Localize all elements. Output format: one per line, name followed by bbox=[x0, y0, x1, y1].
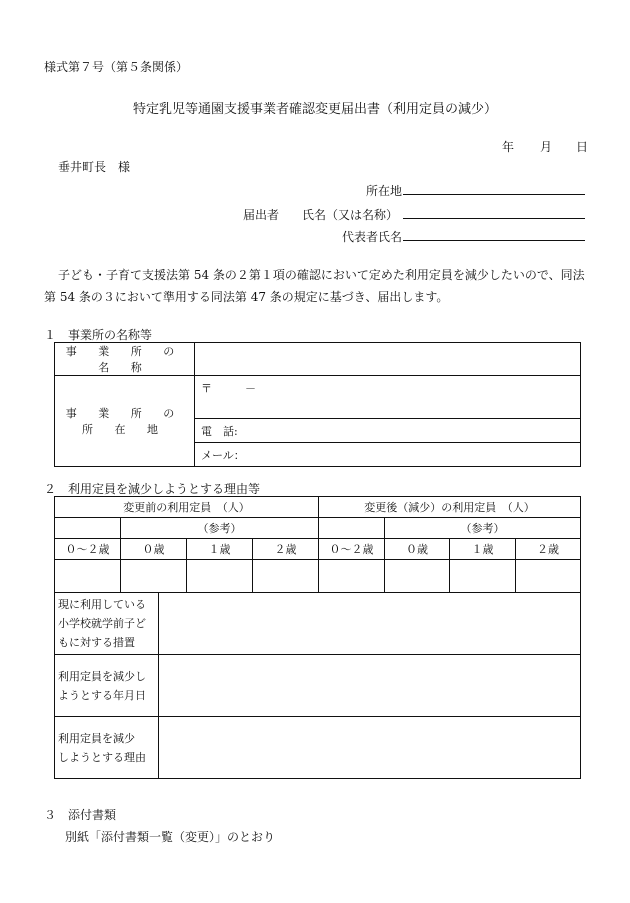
email-field[interactable] bbox=[195, 443, 581, 467]
date-day-label: 日 bbox=[576, 140, 589, 154]
before-age-2: ２歳 bbox=[253, 539, 319, 560]
before-reference-header: （参考） bbox=[121, 518, 319, 539]
after-value-2[interactable] bbox=[516, 560, 581, 593]
after-value-0[interactable] bbox=[385, 560, 450, 593]
applicant-role-label: 届出者 bbox=[243, 208, 280, 222]
email-label: メール： bbox=[201, 448, 245, 462]
reduction-reason-label bbox=[55, 717, 159, 779]
after-age-1: １歳 bbox=[450, 539, 516, 560]
facility-location-label: 事 業 所 の 所 在 地 bbox=[55, 376, 195, 467]
phone-field[interactable] bbox=[195, 419, 581, 443]
before-total-header-blank bbox=[55, 518, 121, 539]
before-value-0-2[interactable] bbox=[55, 560, 121, 593]
representative-line[interactable] bbox=[403, 228, 585, 241]
postal-code-field[interactable] bbox=[195, 376, 581, 419]
representative-label: 代表者氏名 bbox=[342, 230, 403, 244]
reduction-reason-label-line: 利用定員を減少 bbox=[58, 731, 135, 745]
name-line[interactable] bbox=[403, 206, 585, 219]
date-year-label: 年 bbox=[502, 140, 515, 154]
measures-label-line: もに対する措置 bbox=[58, 636, 135, 649]
phone-label: 電 話: bbox=[201, 424, 238, 438]
facility-name-label: 事 業 所 の 名 称 bbox=[55, 343, 195, 376]
after-age-0-2: ０～２歳 bbox=[319, 539, 385, 560]
after-value-1[interactable] bbox=[450, 560, 516, 593]
after-reference-header: （参考） bbox=[385, 518, 581, 539]
before-value-2[interactable] bbox=[253, 560, 319, 593]
postal-mark: 〒 － bbox=[201, 382, 256, 395]
reduction-date-label-line: ようとする年月日 bbox=[58, 688, 146, 702]
address-label: 所在地 bbox=[366, 184, 403, 198]
reduction-date-field[interactable] bbox=[159, 655, 581, 717]
facility-table bbox=[54, 342, 581, 467]
attachments-note: 別紙「添付書類一覧（変更）」のとおり bbox=[65, 830, 276, 844]
after-age-0: ０歳 bbox=[385, 539, 450, 560]
date-month-label: 月 bbox=[540, 140, 553, 154]
measures-label-line: 現に利用している bbox=[58, 598, 146, 611]
reduction-reason-field[interactable] bbox=[159, 717, 581, 779]
measures-label-line: 小学校就学前子ど bbox=[58, 617, 146, 630]
before-age-0-2: ０～２歳 bbox=[55, 539, 121, 560]
after-capacity-header: 変更後（減少）の利用定員 （人） bbox=[319, 497, 581, 518]
reduction-date-label-line: 利用定員を減少し bbox=[58, 669, 146, 683]
facility-name-field[interactable] bbox=[195, 343, 581, 376]
before-age-0: ０歳 bbox=[121, 539, 187, 560]
before-capacity-header: 変更前の利用定員 （人） bbox=[55, 497, 319, 518]
section2-heading: ２ 利用定員を減少しようとする理由等 bbox=[44, 482, 261, 496]
before-age-1: １歳 bbox=[187, 539, 253, 560]
before-value-1[interactable] bbox=[187, 560, 253, 593]
after-age-2: ２歳 bbox=[516, 539, 581, 560]
reduction-date-label bbox=[55, 655, 159, 717]
measures-field[interactable] bbox=[159, 593, 581, 655]
before-value-0[interactable] bbox=[121, 560, 187, 593]
after-value-0-2[interactable] bbox=[319, 560, 385, 593]
section3-heading: ３ 添付書類 bbox=[44, 808, 117, 822]
form-number: 様式第７号（第５条関係） bbox=[44, 60, 189, 74]
name-label: 氏名（又は名称） bbox=[302, 208, 399, 222]
after-total-header-blank bbox=[319, 518, 385, 539]
intro-line-2: 第 54 条の３において準用する同法第 47 条の規定に基づき、届出します。 bbox=[44, 290, 449, 304]
measures-label bbox=[55, 593, 159, 655]
section1-heading: １ 事業所の名称等 bbox=[44, 328, 153, 342]
capacity-table bbox=[54, 496, 630, 779]
reduction-reason-label-line: しようとする理由 bbox=[58, 750, 146, 764]
address-line[interactable] bbox=[403, 182, 585, 195]
addressee: 垂井町長 様 bbox=[58, 160, 131, 174]
page-title: 特定乳児等通園支援事業者確認変更届出書（利用定員の減少） bbox=[132, 102, 497, 117]
intro-line-1: 子ども・子育て支援法第 54 条の２第１項の確認において定めた利用定員を減少したいので、同法 bbox=[58, 268, 585, 282]
